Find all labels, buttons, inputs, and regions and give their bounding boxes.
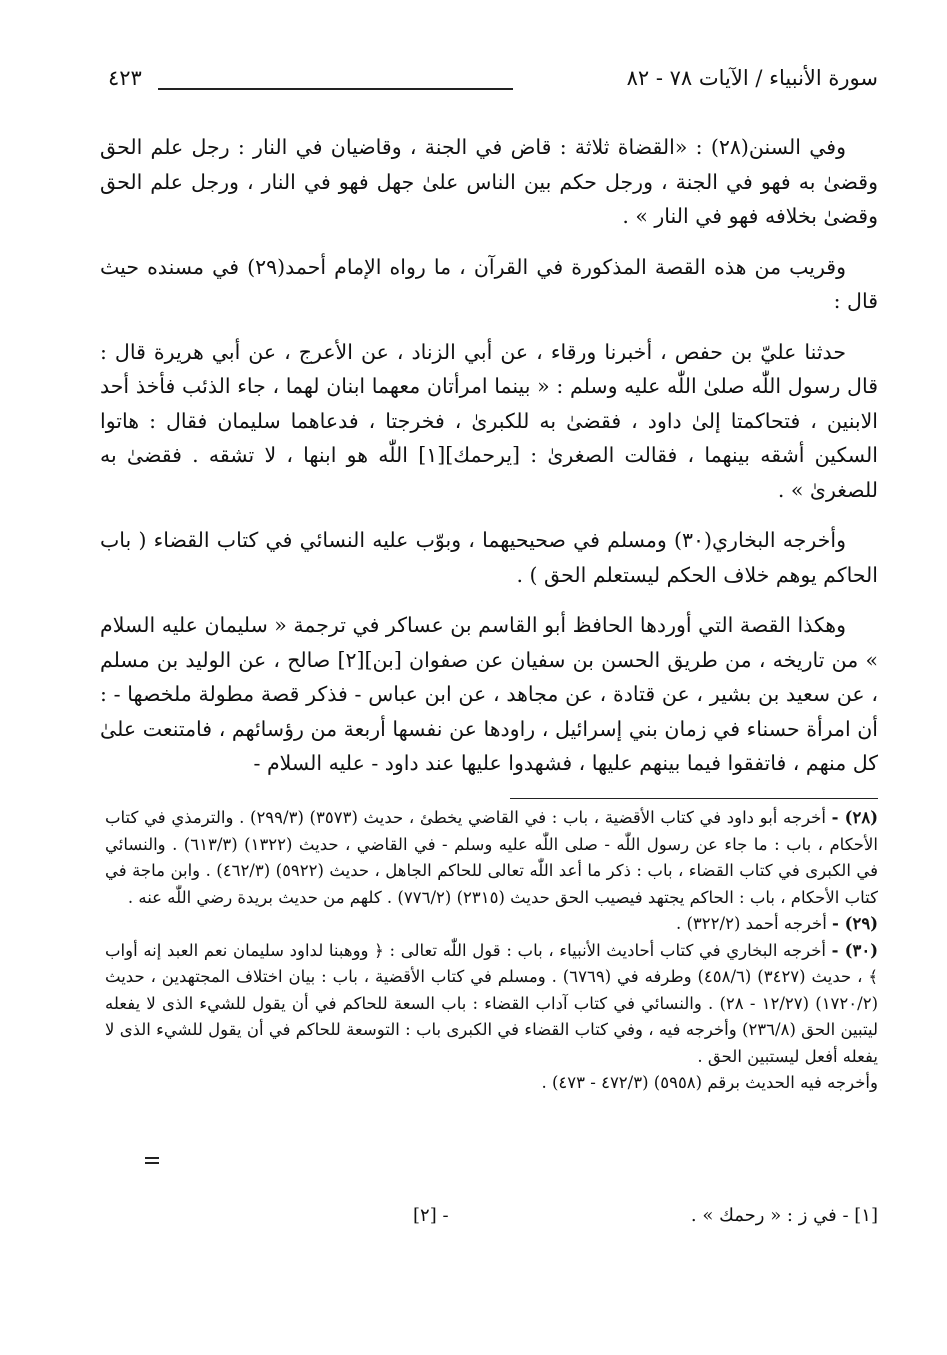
footnote-separator (510, 798, 878, 799)
paragraph-ibn-asakir: وهكذا القصة التي أوردها الحافظ أبو القاسم بن عساكر في ترجمة « سليمان عليه السلام » من تاريخه ، من طريق الحسن بن سفيان عن صفوان [بن][٢] صالح ، عن الوليد بن مسلم ، عن سعيد بن بشير ، عن قتادة ، عن مجاهد ، عن ابن عباس - فذكر قصة مطولة ملخصها - : أن امرأة حسناء في زمان بني إسرائيل ، راودها عن نفسها أربعة من رؤسائهم ، فامتنعت علىٰ كل منهم ، فاتفقوا فيما بينهم عليها ، فشهدوا عليها عند داود - عليه السلام - (100, 613, 878, 775)
page-header (108, 62, 878, 102)
editor-note-1: [١] - في ز : « رحمك » . (690, 1205, 878, 1226)
paragraph-ahmad: وقريب من هذه القصة المذكورة في القرآن ، ما رواه الإمام أحمد(٢٩) في مسنده حيث قال : (100, 254, 878, 313)
editor-note-2-marker: - [٢] (413, 1205, 449, 1226)
footnote-30 (105, 938, 878, 1071)
footnote-number: (٢٩) - (832, 914, 878, 933)
header-rule (158, 88, 513, 90)
page-number: ٤٢٣ (108, 66, 142, 90)
paragraph-bukhari: وأخرجه البخاري(٣٠) ومسلم في صحيحيهما ، وبوّب عليه النسائي في كتاب القضاء ( باب الحاكم يوهم خلاف الحكم ليستعلم الحق ) . (100, 528, 878, 587)
footnote-continuation: وأخرجه فيه الحديث برقم (٥٩٥٨) (٤٧٢/٣ - ٤٧٣) . (541, 1073, 878, 1092)
main-text (100, 130, 878, 781)
footnote-text: أخرجه البخاري في كتاب أحاديث الأنبياء ، باب : قول اللّٰه تعالى : ﴿ ووهبنا لداود سليمان نعم العبد إنه أواب ﴾ ، حديث (٣٤٢٧) (٤٥٨/٦) وطرفه في (٦٧٦٩) . ومسلم في كتاب الأقضية ، باب : بيان اختلاف المجتهدين ، حديث (١٧٢٠/٢) (١٢/٢٧ - ٢٨) . والنسائي في كتاب آداب القضاء : باب السعة للحاكم في أن يقول للشيء الذى لا يفعله ليتبين الحق (٢٣٦/٨) وأخرجه فيه ، وفي كتاب القضاء في الكبرى باب : التوسعة للحاكم في أن يقول للشيء الذى لا يفعله أفعل ليستبين الحق . (105, 940, 879, 1066)
footnote-28 (105, 805, 878, 911)
running-title: سورة الأنبياء / الآيات ٧٨ - ٨٢ (626, 66, 878, 90)
footnote-29 (105, 911, 878, 938)
paragraph-sunan: وفي السنن(٢٨) : «القضاة ثلاثة : قاض في الجنة ، وقاضيان في النار : رجل علم الحق وقضىٰ به فهو في الجنة ، ورجل حكم بين الناس علىٰ جهل فهو في النار ، ورجل علم الحق وقضىٰ بخلافه فهو في النار » . (100, 135, 878, 228)
editor-notes (108, 1205, 878, 1235)
continuation-mark (145, 1157, 159, 1159)
paragraph-hadith: حدثنا عليّ بن حفص ، أخبرنا ورقاء ، عن أبي الزناد ، عن الأعرج ، عن أبي هريرة قال : قال رسول اللّٰه صلىٰ اللّٰه عليه وسلم : « بينما امرأتان معهما ابنان لهما ، جاء الذئب فأخذ أحد الابنين ، فتحاكمتا إلىٰ داود ، فقضىٰ به للكبرىٰ ، فخرجتا ، فدعاهما سليمان فقال : هاتوا السكين أشقه بينهما ، فقالت الصغرىٰ : [يرحمك][١] اللّٰه هو ابنها ، لا تشقه . فقضىٰ به للصغرىٰ » . (100, 339, 878, 502)
footnote-number: (٢٨) - (831, 808, 879, 827)
footnotes (105, 805, 878, 1097)
footnote-text: أخرجه أحمد (٣٢٢/٢) . (675, 914, 827, 933)
footnote-number: (٣٠) - (831, 940, 878, 960)
footnote-text: أخرجه أبو داود في كتاب الأقضية ، باب : في القاضي يخطئ ، حديث (٣٥٧٣) (٢٩٩/٣) . والترمذي في كتاب الأحكام ، باب : ما جاء عن رسول اللّٰه - صلى اللّٰه عليه وسلم - في القاضي ، حديث (١٣٢٢) (٦١٣/٣) . والنسائي في الكبرى في كتاب القضاء ، باب : ذكر ما أعد اللّٰه تعالى للحاكم الجاهل ، حديث (٥٩٢٢) (٤٦٢/٣) . وابن ماجة في كتاب الأحكام ، باب : الحاكم يجتهد فيصيب الحق حديث (٢٣١٥) (٧٧٦/٢) . كلهم من حديث بريدة رضي اللّٰه عنه . (105, 808, 879, 907)
